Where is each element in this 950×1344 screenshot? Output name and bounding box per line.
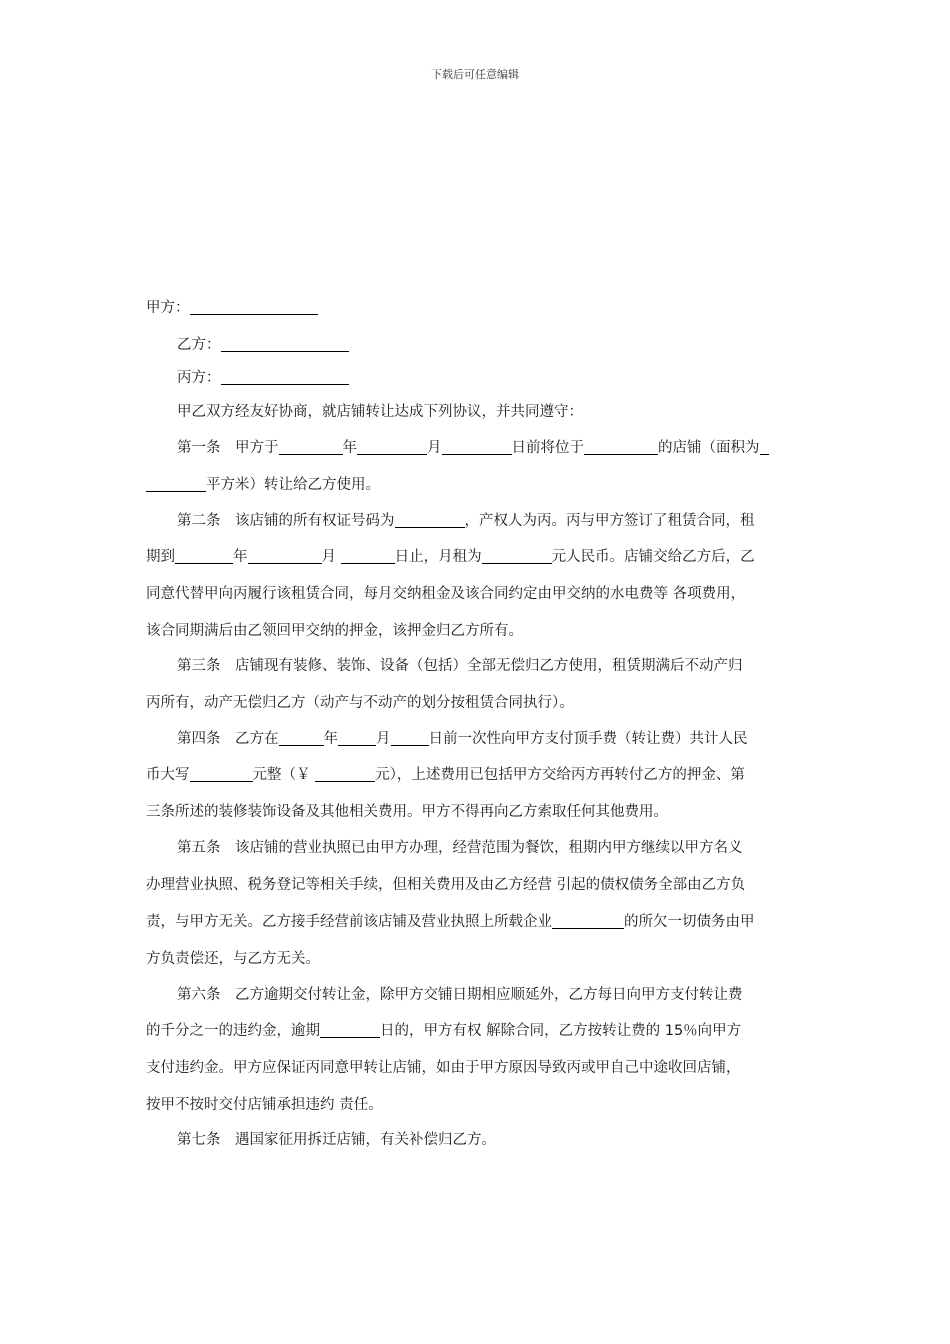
area-blank-start: [760, 437, 769, 455]
article-5-line-4: 方负责偿还，与乙方无关。: [146, 951, 320, 967]
article-2-text: 第二条 该店铺的所有权证号码为: [177, 513, 395, 529]
article-4-line-1: [177, 727, 748, 751]
article-6-text: 日的，甲方有权 解除合同，乙方按转让费的 15％向甲方: [380, 1023, 742, 1039]
day-blank: [341, 546, 395, 564]
article-4-line-2: [146, 763, 745, 787]
article-1-text: 年: [342, 440, 357, 456]
month-blank: [357, 437, 427, 455]
location-blank: [584, 437, 658, 455]
article-2-text: 年: [233, 549, 248, 565]
page-header: 下载后可任意编辑: [431, 68, 519, 81]
day-blank: [442, 437, 512, 455]
article-2-line-2: [146, 545, 755, 569]
rent-blank: [482, 546, 552, 564]
overdue-days-blank: [320, 1020, 380, 1038]
article-5-text: 的所欠一切债务由甲: [624, 914, 755, 930]
article-2-text: ，产权人为丙。丙与甲方签订了租赁合同，租: [464, 513, 755, 529]
amount-number-blank: [315, 764, 375, 782]
article-1-text: 第一条 甲方于: [177, 440, 279, 456]
article-2-text: 期到: [146, 549, 175, 565]
company-blank: [552, 911, 624, 929]
party-a-label: 甲方：: [146, 300, 190, 316]
day-blank: [391, 728, 429, 746]
article-6-line-3: 支付违约金。甲方应保证丙同意甲转让店铺，如由于甲方原因导致丙或甲自己中途收回店铺，: [146, 1060, 741, 1076]
article-6-line-1: 第六条 乙方逾期交付转让金，除甲方交铺日期相应顺延外，乙方每日向甲方支付转让费: [177, 987, 743, 1003]
article-2-text: 元人民币。店铺交给乙方后，乙: [551, 549, 755, 565]
article-4-text: 元整（￥: [252, 767, 311, 783]
article-1-text: 平方米）转让给乙方使用。: [206, 477, 380, 493]
party-a-line: [146, 296, 318, 320]
article-4-text: 年: [323, 731, 338, 747]
year-blank: [279, 437, 343, 455]
article-1-text: 的店铺（面积为: [658, 440, 760, 456]
year-blank: [175, 546, 233, 564]
article-6-text: 的千分之一的违约金，逾期: [146, 1023, 320, 1039]
article-1-line-2: [146, 473, 380, 497]
article-1-text: 日前将位于: [511, 440, 584, 456]
area-blank: [146, 474, 206, 492]
article-4-text: 第四条 乙方在: [177, 731, 279, 747]
article-3-line-1: 第三条 店铺现有装修、装饰、设备（包括）全部无偿归乙方使用，租赁期满后不动产归: [177, 658, 743, 674]
article-5-line-3: [146, 910, 755, 934]
article-2-text: 日止，月租为: [394, 549, 482, 565]
article-5-text: 责，与甲方无关。乙方接手经营前该店铺及营业执照上所载企业: [146, 914, 552, 930]
article-6-line-2: [146, 1019, 741, 1043]
month-blank: [338, 728, 376, 746]
party-c-label: 丙方：: [177, 370, 221, 386]
article-4-line-3: 三条所述的装修装饰设备及其他相关费用。甲方不得再向乙方索取任何其他费用。: [146, 804, 668, 820]
article-2-line-4: 该合同期满后由乙领回甲交纳的押金，该押金归乙方所有。: [146, 623, 523, 639]
month-blank: [248, 546, 322, 564]
article-4-text: 币大写: [146, 767, 190, 783]
article-1-text: 月: [427, 440, 442, 456]
article-7-line-1: 第七条 遇国家征用拆迁店铺，有关补偿归乙方。: [177, 1132, 496, 1148]
party-b-label: 乙方：: [177, 337, 221, 353]
article-2-line-3: 同意代替甲向丙履行该租赁合同，每月交纳租金及该合同约定由甲交纳的水电费等 各项费用，: [146, 586, 746, 602]
intro-text: 甲乙双方经友好协商，就店铺转让达成下列协议，并共同遵守：: [177, 404, 583, 420]
party-c-blank: [221, 367, 349, 385]
article-4-text: 元），上述费用已包括甲方交给丙方再转付乙方的押金、第: [375, 767, 745, 783]
article-5-line-2: 办理营业执照、税务登记等相关手续，但相关费用及由乙方经营 引起的债权债务全部由乙方负: [146, 877, 746, 893]
article-2-line-1: [177, 509, 755, 533]
party-b-line: [177, 333, 349, 357]
party-a-blank: [190, 297, 318, 315]
article-2-text: 月: [321, 549, 336, 565]
year-blank: [279, 728, 324, 746]
article-5-line-1: 第五条 该店铺的营业执照已由甲方办理，经营范围为餐饮，租期内甲方继续以甲方名义: [177, 840, 743, 856]
article-4-text: 日前一次性向甲方支付顶手费（转让费）共计人民: [428, 731, 748, 747]
amount-words-blank: [190, 764, 253, 782]
article-6-line-4: 按甲不按时交付店铺承担违约 责任。: [146, 1097, 383, 1113]
party-c-line: [177, 366, 349, 390]
article-4-text: 月: [376, 731, 391, 747]
certificate-blank: [395, 510, 465, 528]
article-1-line-1: [177, 436, 769, 460]
article-3-line-2: 丙所有，动产无偿归乙方（动产与不动产的划分按租赁合同执行）。: [146, 695, 574, 711]
party-b-blank: [221, 334, 349, 352]
